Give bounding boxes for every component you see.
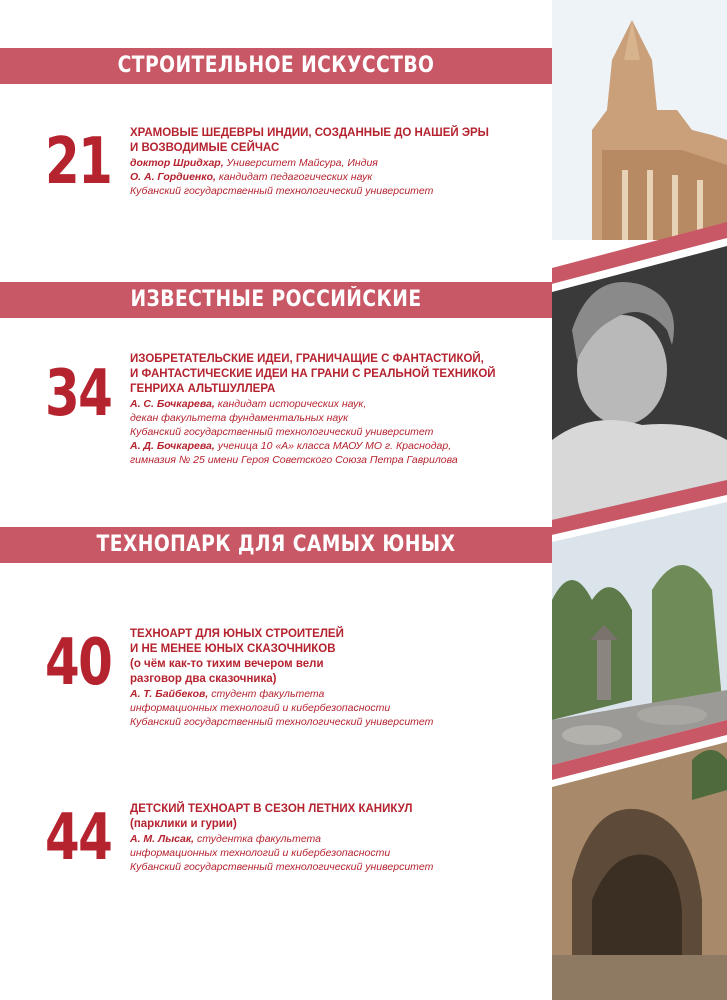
page-number: 40 [45,626,112,700]
author-info: Университет Майсура, Индия [223,157,378,169]
author-line [130,439,550,453]
author-name: А. М. Лысак, [130,833,195,845]
author-info: студент факультета [208,688,325,700]
author-name: О. А. Гордиенко, [130,171,216,183]
article-title-line: ГЕНРИХА АЛЬТШУЛЛЕРА [130,383,276,395]
author-line [130,687,550,701]
article-title-line: ИЗОБРЕТАТЕЛЬСКИЕ ИДЕИ, ГРАНИЧАЩИЕ С ФАНТАСТИКОЙ, [130,353,484,365]
author-line [130,397,550,411]
affiliation: Кубанский государственный технологический университет [130,426,434,438]
article-title-line: разговор два сказочника) [130,673,277,685]
article-title-line: И ФАНТАСТИЧЕСКИЕ ИДЕИ НА ГРАНИ С РЕАЛЬНОЙ ТЕХНИКОЙ [130,368,496,380]
page-number: 21 [45,125,112,199]
photo-collage [552,0,727,1000]
affiliation: Кубанский государственный технологический университет [130,185,434,197]
article-title-line: ХРАМОВЫЕ ШЕДЕВРЫ ИНДИИ, СОЗДАННЫЕ ДО НАШЕЙ ЭРЫ [130,127,489,139]
affiliation: гимназия № 25 имени Героя Советского Союза Петра Гаврилова [130,454,458,466]
photo-strip [552,0,727,1000]
author-info: ученица 10 «А» класса МАОУ МО г. Краснодар, [214,440,452,452]
author-name: А. Т. Байбеков, [130,688,209,700]
section-title: ИЗВЕСТНЫЕ РОССИЙСКИЕ ИЗОБРЕТАТЕЛИ [130,287,422,348]
affiliation: Кубанский государственный технологический университет [130,716,434,728]
article-title-line: (парклики и гурии) [130,818,237,830]
article-title-line: ТЕХНОАРТ ДЛЯ ЮНЫХ СТРОИТЕЛЕЙ [130,628,344,640]
author-info: кандидат исторических наук, [214,398,367,410]
author-info: студентка факультета [194,833,322,845]
article-title-line: И ВОЗВОДИМЫЕ СЕЙЧАС [130,142,280,154]
affiliation: декан факультета фундаментальных наук [130,412,349,424]
affiliation: информационных технологий и кибербезопасности [130,702,391,714]
author-info: кандидат педагогических наук [215,171,373,183]
author-line [130,156,550,170]
affiliation: информационных технологий и кибербезопасности [130,847,391,859]
author-name: А. Д. Бочкарева, [130,440,215,452]
article-title-line: И НЕ МЕНЕЕ ЮНЫХ СКАЗОЧНИКОВ [130,643,336,655]
author-line [130,832,550,846]
section-title: ТЕХНОПАРК ДЛЯ САМЫХ ЮНЫХ [96,532,456,557]
article-title-line: ДЕТСКИЙ ТЕХНОАРТ В СЕЗОН ЛЕТНИХ КАНИКУЛ [130,803,413,815]
author-line [130,170,550,184]
page-number: 44 [45,801,112,875]
author-name: доктор Шридхар, [130,157,224,169]
affiliation: Кубанский государственный технологический университет [130,861,434,873]
section-title: СТРОИТЕЛЬНОЕ ИСКУССТВО [117,53,435,78]
page-number: 34 [45,357,112,431]
author-name: А. С. Бочкарева, [130,398,215,410]
article-title-line: (о чём как-то тихим вечером вели [130,658,324,670]
